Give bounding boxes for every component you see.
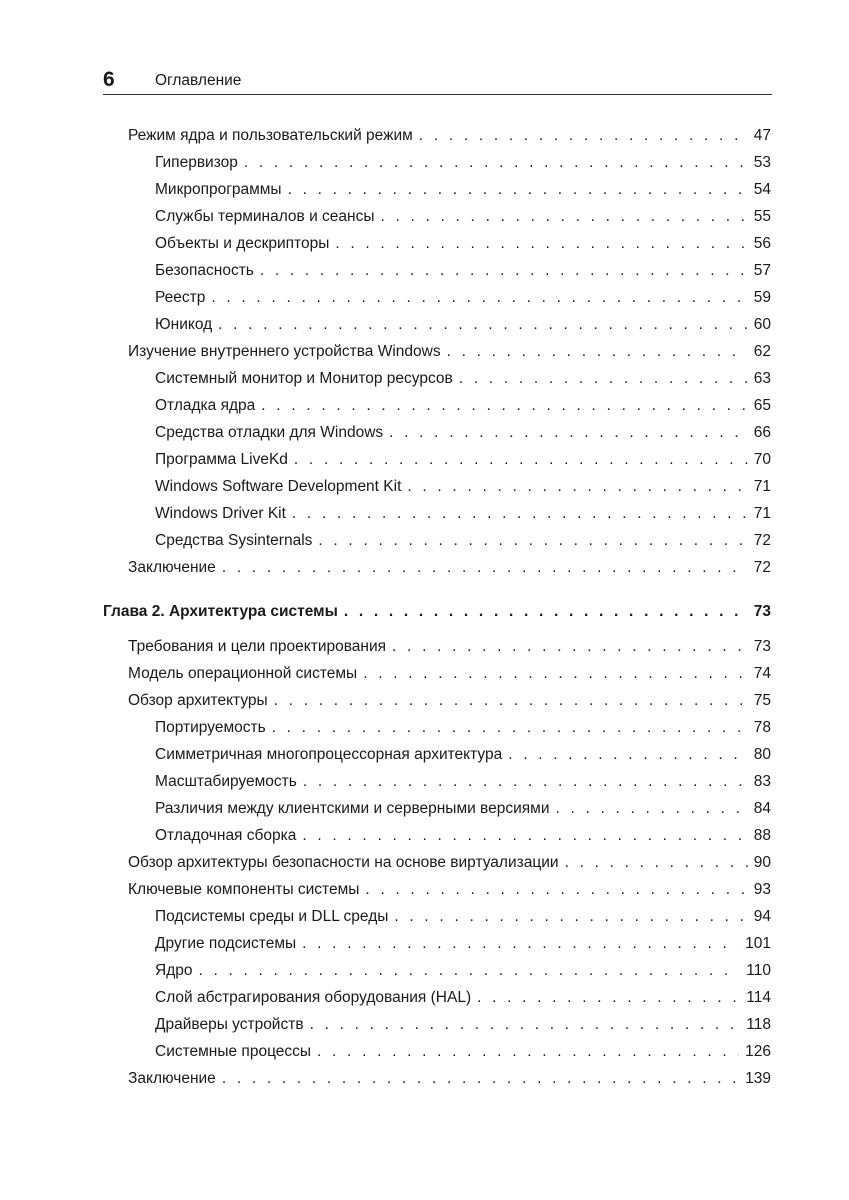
toc-entry-page: 126 (745, 1043, 771, 1060)
toc-entry-page: 80 (753, 746, 771, 763)
leader-dots (365, 881, 747, 899)
toc-entry[interactable] (0, 719, 771, 739)
toc-entry[interactable] (0, 559, 771, 579)
leader-dots (292, 505, 748, 523)
toc-entry-title: Режим ядра и пользовательский режим (128, 127, 413, 144)
toc-entry-title: Средства Sysinternals (155, 532, 313, 549)
page-number: 6 (103, 68, 115, 91)
toc-entry-page: 73 (753, 638, 771, 655)
toc-entry-title: Другие подсистемы (155, 935, 297, 952)
toc-entry-title: Службы терминалов и сеансы (155, 208, 375, 225)
toc-entry-page: 71 (753, 478, 771, 495)
toc-entry[interactable] (0, 908, 771, 928)
toc-entry-page: 57 (753, 262, 771, 279)
toc-entry-title: Изучение внутреннего устройства Windows (128, 343, 441, 360)
toc-entry[interactable] (0, 773, 771, 793)
toc-entry-page: 118 (746, 1016, 771, 1033)
leader-dots (344, 603, 748, 621)
toc-entry-page: 56 (753, 235, 771, 252)
toc-entry-page: 47 (753, 127, 771, 144)
leader-dots (419, 127, 748, 145)
toc-entry-page: 110 (746, 962, 771, 979)
leader-dots (317, 1043, 739, 1061)
toc-entry[interactable] (0, 397, 771, 417)
toc-entry-title: Ядро (155, 962, 193, 979)
toc-entry-page: 83 (753, 773, 771, 790)
leader-dots (198, 962, 740, 980)
toc-entry-title: Различия между клиентскими и серверными версиями (155, 800, 550, 817)
toc-entry-page: 94 (753, 908, 771, 925)
toc-entry-title: Гипервизор (155, 154, 238, 171)
toc-entry-title: Требования и цели проектирования (128, 638, 387, 655)
toc-entry-page: 70 (753, 451, 771, 468)
toc-entry-title: Windows Software Development Kit (155, 478, 402, 495)
toc-entry-title: Программа LiveKd (155, 451, 288, 468)
leader-dots (447, 343, 748, 361)
leader-dots (363, 665, 748, 683)
toc-entry-title: Модель операционной системы (128, 665, 358, 682)
toc-entry[interactable] (0, 665, 771, 685)
toc-entry-title: Глава 2. Архитектура системы (103, 603, 338, 620)
leader-dots (272, 719, 748, 737)
toc-entry-page: 90 (753, 854, 771, 871)
toc-entry[interactable] (0, 370, 771, 390)
toc-entry-page: 74 (753, 665, 771, 682)
toc-entry-title: Масштабируемость (155, 773, 297, 790)
toc-entry-title: Системный монитор и Монитор ресурсов (155, 370, 453, 387)
toc-entry-title: Драйверы устройств (155, 1016, 304, 1033)
toc-entry[interactable] (0, 638, 771, 658)
toc-entry[interactable] (0, 854, 771, 874)
running-title: Оглавление (155, 72, 242, 89)
leader-dots (222, 1070, 739, 1088)
leader-dots (392, 638, 748, 656)
leader-dots (303, 773, 748, 791)
toc-entry-page: 55 (753, 208, 771, 225)
leader-dots (244, 154, 748, 172)
toc-entry-title: Системные процессы (155, 1043, 312, 1060)
toc-entry-page: 84 (753, 800, 771, 817)
toc-entry[interactable] (0, 316, 771, 336)
toc-entry-page: 72 (753, 532, 771, 549)
leader-dots (407, 478, 747, 496)
chapter-heading[interactable] (0, 603, 771, 623)
toc-entry[interactable] (0, 935, 771, 955)
toc-entry[interactable] (0, 235, 771, 255)
leader-dots (380, 208, 747, 226)
toc-entry[interactable] (0, 478, 771, 498)
toc-entry-title: Ключевые компоненты системы (128, 881, 360, 898)
leader-dots (260, 262, 748, 280)
toc-entry-title: Подсистемы среды и DLL среды (155, 908, 389, 925)
leader-dots (274, 692, 748, 710)
leader-dots (555, 800, 747, 818)
toc-entry-title: Микропрограммы (155, 181, 282, 198)
toc-entry-page: 66 (753, 424, 771, 441)
leader-dots (302, 827, 747, 845)
toc-entry-title: Безопасность (155, 262, 254, 279)
leader-dots (211, 289, 747, 307)
toc-entry[interactable] (0, 505, 771, 525)
toc-entry-title: Обзор архитектуры безопасности на основе виртуализации (128, 854, 559, 871)
leader-dots (288, 181, 748, 199)
toc-entry[interactable] (0, 127, 771, 147)
leader-dots (261, 397, 747, 415)
toc-entry-page: 73 (753, 603, 771, 620)
toc-entry[interactable] (0, 262, 771, 282)
toc-entry-page: 59 (753, 289, 771, 306)
toc-entry-page: 60 (753, 316, 771, 333)
toc-entry-page: 75 (753, 692, 771, 709)
toc-entry[interactable] (0, 532, 771, 552)
toc-entry-title: Симметричная многопроцессорная архитектура (155, 746, 503, 763)
leader-dots (477, 989, 740, 1007)
toc-entry[interactable] (0, 451, 771, 471)
toc-entry-page: 101 (745, 935, 771, 952)
toc-entry[interactable] (0, 208, 771, 228)
toc-entry[interactable] (0, 343, 771, 363)
toc-entry-title: Обзор архитектуры (128, 692, 268, 709)
toc-entry-page: 93 (753, 881, 771, 898)
toc-entry-page: 72 (753, 559, 771, 576)
toc-entry-title: Заключение (128, 1070, 216, 1087)
leader-dots (459, 370, 748, 388)
toc-entry[interactable] (0, 1043, 771, 1063)
toc-entry-title: Заключение (128, 559, 216, 576)
toc-entry-title: Отладка ядра (155, 397, 256, 414)
leader-dots (218, 316, 748, 334)
leader-dots (335, 235, 747, 253)
toc-entry[interactable] (0, 746, 771, 766)
toc-entry[interactable] (0, 1016, 771, 1036)
toc-entry[interactable] (0, 1070, 771, 1090)
toc-entry-page: 65 (753, 397, 771, 414)
leader-dots (389, 424, 748, 442)
toc-entry[interactable] (0, 289, 771, 309)
leader-dots (222, 559, 748, 577)
toc-entry-page: 63 (753, 370, 771, 387)
toc-entry[interactable] (0, 881, 771, 901)
toc-entry[interactable] (0, 424, 771, 444)
toc-entry[interactable] (0, 692, 771, 712)
toc-entry[interactable] (0, 800, 771, 820)
toc-entry-title: Средства отладки для Windows (155, 424, 384, 441)
leader-dots (302, 935, 739, 953)
page-header (103, 66, 772, 95)
toc-entry-title: Windows Driver Kit (155, 505, 286, 522)
toc-entry-page: 54 (753, 181, 771, 198)
leader-dots (565, 854, 748, 872)
toc-entry-title: Объекты и дескрипторы (155, 235, 330, 252)
leader-dots (310, 1016, 741, 1034)
toc-entry[interactable] (0, 989, 771, 1009)
toc-entry-title: Реестр (155, 289, 206, 306)
toc-entry-page: 88 (753, 827, 771, 844)
leader-dots (318, 532, 747, 550)
toc-entry[interactable] (0, 181, 771, 201)
toc-entry-page: 78 (753, 719, 771, 736)
toc-entry-title: Портируемость (155, 719, 266, 736)
leader-dots (508, 746, 748, 764)
toc-entry[interactable] (0, 962, 771, 982)
leader-dots (394, 908, 747, 926)
toc-entry-page: 71 (753, 505, 771, 522)
toc-entry[interactable] (0, 827, 771, 847)
toc-entry[interactable] (0, 154, 771, 174)
toc-entry-title: Юникод (155, 316, 213, 333)
toc-entry-title: Отладочная сборка (155, 827, 297, 844)
leader-dots (294, 451, 748, 469)
toc-entry-page: 114 (746, 989, 771, 1006)
toc-entry-page: 139 (745, 1070, 771, 1087)
toc-entry-title: Слой абстрагирования оборудования (HAL) (155, 989, 472, 1006)
toc-entry-page: 62 (753, 343, 771, 360)
toc-entry-page: 53 (753, 154, 771, 171)
